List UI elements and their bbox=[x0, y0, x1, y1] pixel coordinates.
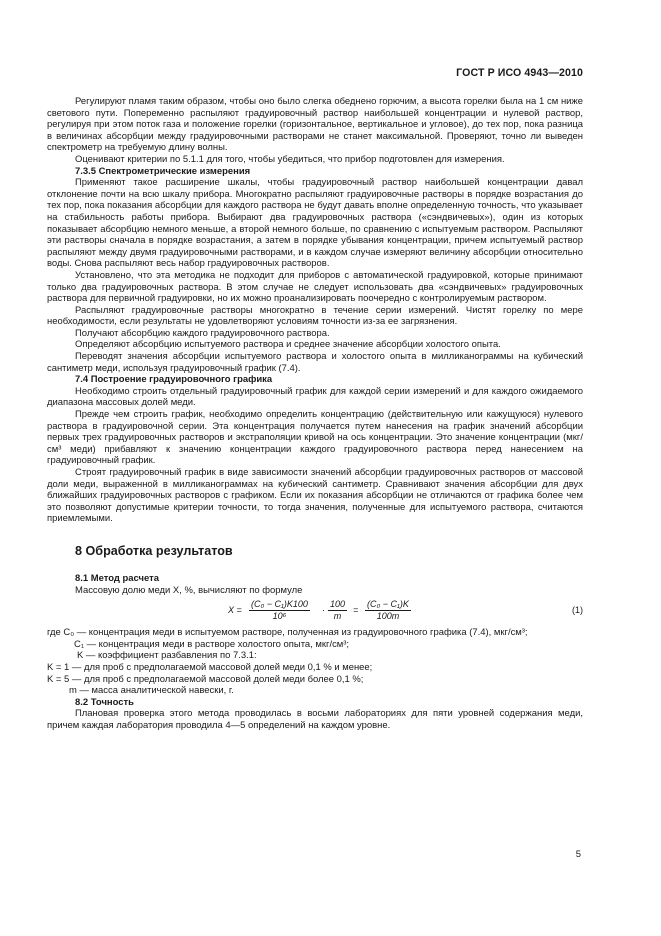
paragraph: Переводят значения абсорбции испытуемого раствора и холостого опыта в милликанограммы на кубический сантиметр меди, используя градуировочный график (7.4). bbox=[47, 351, 583, 374]
paragraph: Распыляют градуировочные растворы многократно в течение серии измерений. Чистят горелку по мере необходимости, если результаты не удовлетворяют условиям точности из-за ее загрязнения. bbox=[47, 304, 583, 328]
paragraph: Регулируют пламя таким образом, чтобы оно было слегка обеднено горючим, а высота горелки была на 1 см ниже светового пути. Попеременно распыляют градуировочный раствор наибольшей концентрации и нулевой раствор, регулируя при этом поток газа и положение горелки (горизонтальное, вертикальное и угловое), до тех пор, пока разница в величинах абсорбции между градуировочными растворами не станет максимальной. Проверяют, точно ли выведен спектрометр на требуемую длину волны. bbox=[47, 96, 583, 154]
definition-k1: K = 1 — для проб с предполагаемой массовой долей меди 0,1 % и менее; bbox=[47, 661, 373, 673]
formula-1 bbox=[47, 599, 583, 625]
paragraph: Применяют такое расширение шкалы, чтобы градуировочный раствор наибольшей концентрации давал отклонение почти на всю шкалу прибора. Многократно распыляют градуировочные растворы в порядке возрастания до тех пор, пока показания абсорбции для каждого раствора не будут давать вполне определенную точность, что указывает на стабильность работы прибора. Выбирают два градуировочных раствора («сэндвичевых»), один из которых показывает абсорбцию немного меньше, а второй немного больше, по сравнению с испытуемым раствором. Распыляют эти растворы сначала в порядке возрастания, а затем в порядке убывания концентрации, причем испытуемый раствор распыляют между двумя градуировочными растворами, и в каждом случае измеряют величину абсорбции относительно воды. Снова распыляют весь набор градуировочных растворов. bbox=[47, 177, 583, 270]
paragraph: Прежде чем строить график, необходимо определить концентрацию (действительную или кажущуюся) нулевого раствора в градуировочной серии. Эта концентрация получается путем нанесения на график значений абсорбции первых трех градуировочных растворов и экстраполяции кривой на ось концентрации. Это значение концентрации (мкг/см³ меди) прибавляют к значению концентрации каждого градуировочного раствора перед нанесением на градуировочный график. bbox=[47, 409, 583, 467]
formula-fraction-2 bbox=[328, 599, 347, 622]
page-number: 5 bbox=[575, 849, 581, 860]
paragraph: Оценивают критерии по 5.1.1 для того, чтобы убедиться, что прибор подготовлен для измерения. bbox=[75, 153, 505, 165]
fraction-numerator: (C₀ − C₁)K100 bbox=[251, 599, 308, 610]
paragraph: Плановая проверка этого метода проводилась в восьми лабораториях для пяти уровней содержания меди, причем каждая лаборатория проводила 4—5 определений на каждом уровне. bbox=[47, 708, 583, 731]
paragraph: Установлено, что эта методика не подходит для приборов с автоматической градуировкой, которые принимают только два градуировочных раствора. В этом случае не следует использовать два «сэндвичевых» градуировочных раствора для первичной градуировки, но их можно проанализировать поочередно с контролируемым раствором. bbox=[47, 269, 583, 305]
definition-c1: C₁ — концентрация меди в растворе холостого опыта, мкг/см³; bbox=[74, 638, 350, 650]
paragraph: Определяют абсорбцию испытуемого раствора и среднее значение абсорбции холостого опыта. bbox=[75, 339, 501, 351]
subsection-heading-7-3-5: 7.3.5 Спектрометрические измерения bbox=[75, 165, 251, 177]
subsection-heading-8-1: 8.1 Метод расчета bbox=[75, 572, 159, 584]
fraction-denominator: 100m bbox=[376, 611, 400, 622]
subsection-heading-7-4: 7.4 Построение градуировочного графика bbox=[75, 374, 273, 386]
definition-k: K — коэффициент разбавления по 7.3.1: bbox=[77, 650, 257, 662]
paragraph: Необходимо строить отдельный градуировочный график для каждой серии измерений и для каждого ожидаемого диапазона массовых долей меди. bbox=[47, 385, 583, 409]
definition-k5: K = 5 — для проб с предполагаемой массовой долей меди более 0,1 %; bbox=[47, 673, 364, 685]
formula-number: (1) bbox=[572, 605, 583, 616]
definition-m: m — масса аналитической навески, г. bbox=[69, 685, 234, 697]
document-body bbox=[47, 96, 583, 732]
formula-dot: · bbox=[322, 605, 325, 616]
formula-fraction-3 bbox=[365, 599, 411, 622]
section-heading-8: 8 Обработка результатов bbox=[75, 543, 233, 558]
paragraph: Строят градуировочный график в виде зависимости значений абсорбции градуировочных растворов от массовой доли меди, выраженной в милликанограммах на кубический сантиметр. Сравнивают значения абсорбции для двух ближайших градуировочных растворов с графиком. Если их показания абсорбции не отличаются от графика более чем это позволяют допустимые критерии точности, то тогда значения, полученные для испытуемого раствора, считаются приемлемыми. bbox=[47, 467, 583, 525]
fraction-denominator: 10⁶ bbox=[272, 611, 287, 622]
definition-c0: где C₀ — концентрация меди в испытуемом растворе, полученная из градуировочного графика (7.4), мкг/см³; bbox=[47, 627, 528, 639]
standard-header: ГОСТ Р ИСО 4943—2010 bbox=[456, 67, 583, 79]
formula-equals: = bbox=[353, 605, 359, 616]
fraction-numerator: (C₀ − C₁)K bbox=[367, 599, 409, 610]
subsection-heading-8-2: 8.2 Точность bbox=[75, 696, 134, 708]
fraction-denominator: m bbox=[333, 611, 342, 622]
paragraph: Получают абсорбцию каждого градуировочного раствора. bbox=[75, 327, 330, 339]
paragraph: Массовую долю меди X, %, вычисляют по формуле bbox=[75, 584, 303, 596]
fraction-numerator: 100 bbox=[330, 599, 346, 610]
formula-fraction-1 bbox=[249, 599, 310, 622]
formula-lhs: X = bbox=[228, 605, 242, 616]
